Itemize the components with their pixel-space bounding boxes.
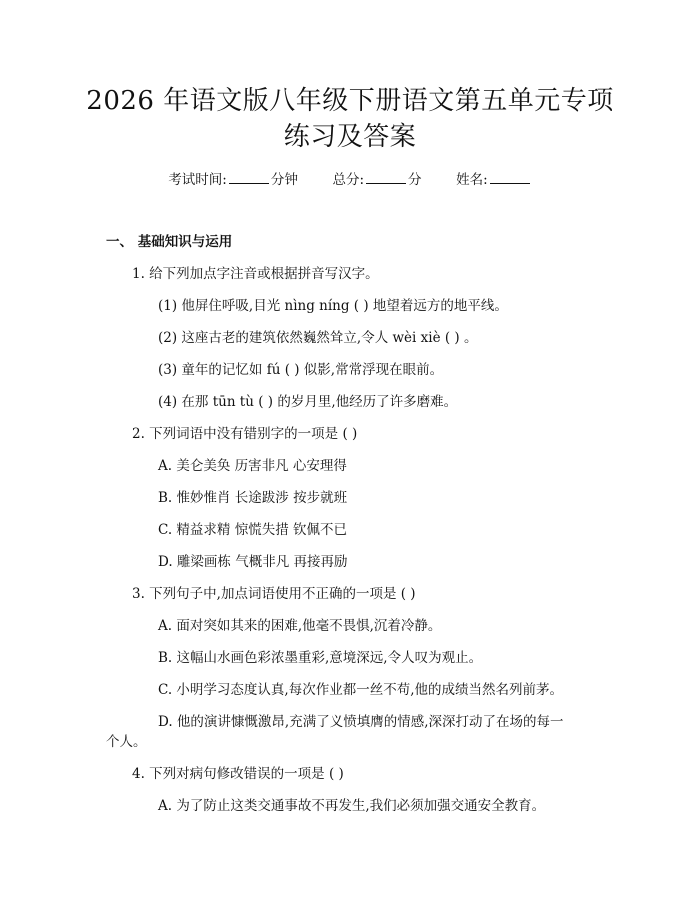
question-1-item: (4) 在那 tūn tù ( ) 的岁月里,他经历了许多磨难。 [158, 394, 458, 410]
question-1-stem: 1. 给下列加点字注音或根据拼音写汉字。 [132, 266, 379, 282]
name-blank [490, 171, 530, 184]
document-title-line-2: 练习及答案 [283, 122, 417, 152]
question-1-item: (2) 这座古老的建筑依然巍然耸立,令人 wèi xiè ( ) 。 [158, 330, 478, 346]
question-3-stem: 3. 下列句子中,加点词语使用不正确的一项是 ( ) [132, 586, 416, 602]
question-4-stem: 4. 下列对病句修改错误的一项是 ( ) [132, 766, 344, 782]
total-score-label: 总分: [332, 172, 365, 188]
question-2-option: D. 雕梁画栋 气概非凡 再接再励 [158, 554, 348, 570]
question-1-item: (1) 他屏住呼吸,目光 nìng níng ( ) 地望着远方的地平线。 [158, 298, 508, 314]
exam-time-label: 考试时间: [168, 172, 227, 188]
question-2-option: B. 惟妙惟肖 长途跋涉 按步就班 [158, 490, 348, 506]
question-3-option: D. 他的演讲慷慨激昂,充满了义愤填膺的情感,深深打动了在场的每一 [158, 714, 564, 730]
question-1-item: (3) 童年的记忆如 fú ( ) 似影,常常浮现在眼前。 [158, 362, 444, 378]
total-score-unit: 分 [408, 172, 422, 188]
name-label: 姓名: [456, 172, 488, 188]
question-4-option: A. 为了防止这类交通事故不再发生,我们必须加强交通安全教育。 [158, 798, 546, 814]
question-3-option: A. 面对突如其来的困难,他毫不畏惧,沉着冷静。 [158, 618, 442, 634]
exam-time-blank [229, 171, 269, 184]
question-3-option-continuation: 个人。 [106, 734, 147, 750]
question-2-option: C. 精益求精 惊慌失措 钦佩不已 [158, 522, 348, 538]
question-3-option: C. 小明学习态度认真,每次作业都一丝不苟,他的成绩当然名列前茅。 [158, 682, 564, 698]
question-2-stem: 2. 下列词语中没有错别字的一项是 ( ) [132, 426, 358, 442]
total-score-blank [366, 171, 406, 184]
question-3-option: B. 这幅山水画色彩浓墨重彩,意境深远,令人叹为观止。 [158, 650, 483, 666]
section-heading: 一、 基础知识与运用 [106, 234, 233, 250]
exam-time-unit: 分钟 [270, 172, 298, 188]
exam-info-line [0, 168, 700, 188]
question-2-option: A. 美仑美奂 历害非凡 心安理得 [158, 458, 347, 474]
document-title-line-1: 2026 年语文版八年级下册语文第五单元专项 [86, 86, 614, 116]
